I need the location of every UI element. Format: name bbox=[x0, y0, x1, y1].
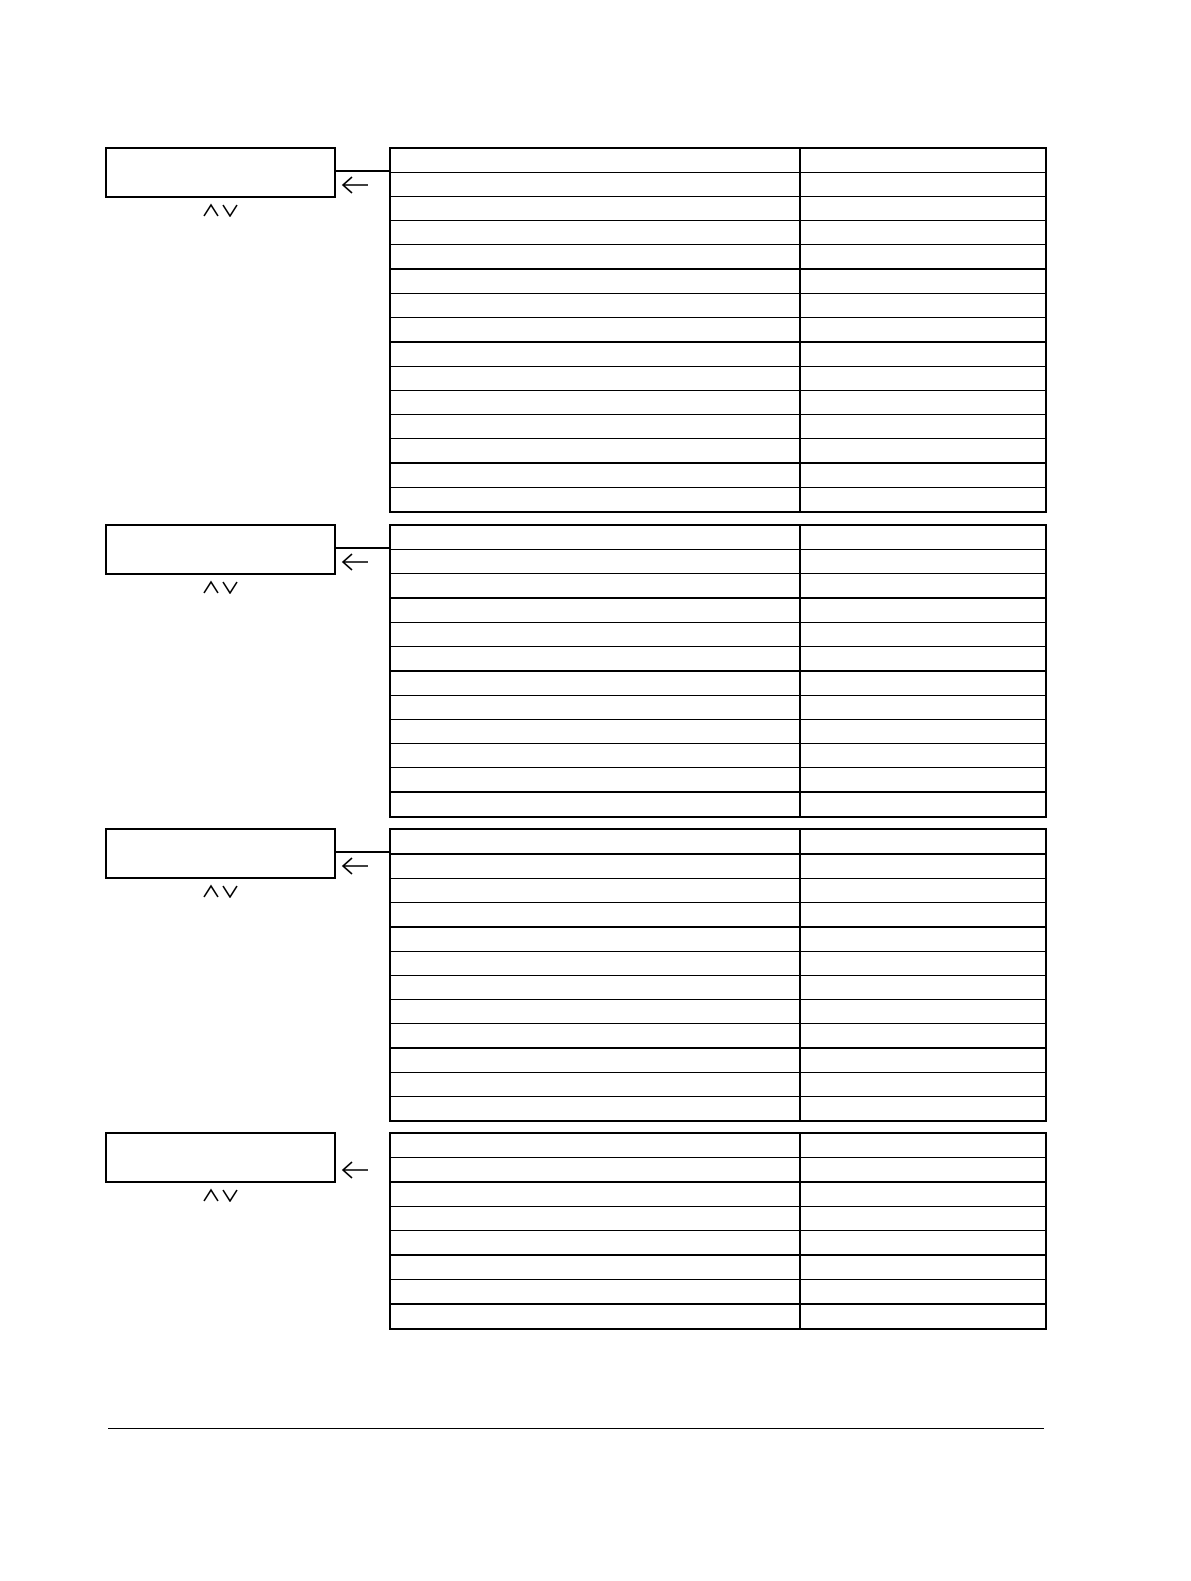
table-row bbox=[390, 1207, 1046, 1231]
cell-value bbox=[800, 1231, 1046, 1256]
cell-value bbox=[800, 1304, 1046, 1329]
cell-label bbox=[390, 1133, 800, 1158]
cell-label bbox=[390, 1158, 800, 1183]
cell-label bbox=[390, 976, 800, 1000]
table-row bbox=[390, 148, 1046, 173]
display-box bbox=[105, 147, 336, 198]
cell-value bbox=[800, 792, 1046, 817]
cell-label bbox=[390, 391, 800, 415]
display-box bbox=[105, 828, 336, 879]
table-row bbox=[390, 1231, 1046, 1256]
cell-value bbox=[800, 1133, 1046, 1158]
cell-value bbox=[800, 623, 1046, 647]
table-row bbox=[390, 744, 1046, 768]
cell-label bbox=[390, 1304, 800, 1329]
cell-value bbox=[800, 720, 1046, 744]
table-row bbox=[390, 1158, 1046, 1183]
cell-value bbox=[800, 1024, 1046, 1049]
cell-label bbox=[390, 744, 800, 768]
cell-label bbox=[390, 671, 800, 696]
table-row bbox=[390, 1255, 1046, 1280]
entries-table bbox=[389, 1132, 1047, 1330]
cell-label bbox=[390, 696, 800, 720]
cell-value bbox=[800, 415, 1046, 439]
cell-value bbox=[800, 245, 1046, 270]
cell-value bbox=[800, 488, 1046, 513]
up-down-arrows-icon[interactable] bbox=[203, 580, 239, 594]
footer-rule bbox=[108, 1428, 1044, 1429]
cell-label bbox=[390, 768, 800, 793]
cell-label bbox=[390, 1231, 800, 1256]
cell-value bbox=[800, 221, 1046, 245]
cell-label bbox=[390, 1073, 800, 1097]
table-row bbox=[390, 768, 1046, 793]
up-down-arrows-icon[interactable] bbox=[203, 884, 239, 898]
cell-label bbox=[390, 927, 800, 952]
cell-label bbox=[390, 318, 800, 343]
cell-value bbox=[800, 1097, 1046, 1122]
cell-label bbox=[390, 550, 800, 574]
cell-label bbox=[390, 574, 800, 599]
cell-value bbox=[800, 1255, 1046, 1280]
cell-label bbox=[390, 1024, 800, 1049]
cell-label bbox=[390, 598, 800, 623]
cell-label bbox=[390, 647, 800, 672]
cell-value bbox=[800, 927, 1046, 952]
entries-table bbox=[389, 524, 1047, 818]
table-row bbox=[390, 598, 1046, 623]
cell-label bbox=[390, 720, 800, 744]
connector-line bbox=[336, 547, 391, 549]
cell-label bbox=[390, 488, 800, 513]
table-row bbox=[390, 1304, 1046, 1329]
cell-label bbox=[390, 342, 800, 367]
connector-line bbox=[336, 170, 391, 172]
table-row bbox=[390, 1133, 1046, 1158]
cell-value bbox=[800, 1207, 1046, 1231]
cell-label bbox=[390, 1000, 800, 1024]
connector-line bbox=[336, 851, 391, 853]
table-row bbox=[390, 1048, 1046, 1073]
table-row bbox=[390, 269, 1046, 294]
cell-value bbox=[800, 525, 1046, 550]
table-row bbox=[390, 488, 1046, 513]
table-row bbox=[390, 829, 1046, 854]
cell-value bbox=[800, 173, 1046, 197]
table-row bbox=[390, 903, 1046, 928]
table-row bbox=[390, 1000, 1046, 1024]
table-row bbox=[390, 439, 1046, 464]
cell-label bbox=[390, 1280, 800, 1305]
cell-label bbox=[390, 952, 800, 976]
cell-value bbox=[800, 550, 1046, 574]
cell-label bbox=[390, 623, 800, 647]
cell-value bbox=[800, 269, 1046, 294]
cell-label bbox=[390, 525, 800, 550]
table-row bbox=[390, 952, 1046, 976]
table-row bbox=[390, 391, 1046, 415]
table-row bbox=[390, 1097, 1046, 1122]
table-row bbox=[390, 318, 1046, 343]
table-row bbox=[390, 415, 1046, 439]
table-row bbox=[390, 173, 1046, 197]
table-row bbox=[390, 623, 1046, 647]
cell-label bbox=[390, 829, 800, 854]
table-row bbox=[390, 696, 1046, 720]
cell-value bbox=[800, 367, 1046, 391]
cell-label bbox=[390, 415, 800, 439]
cell-value bbox=[800, 903, 1046, 928]
cell-label bbox=[390, 1207, 800, 1231]
cell-label bbox=[390, 1097, 800, 1122]
cell-label bbox=[390, 903, 800, 928]
table-row bbox=[390, 720, 1046, 744]
cell-value bbox=[800, 318, 1046, 343]
table-row bbox=[390, 367, 1046, 391]
cell-value bbox=[800, 696, 1046, 720]
table-row bbox=[390, 976, 1046, 1000]
table-row bbox=[390, 1073, 1046, 1097]
cell-value bbox=[800, 391, 1046, 415]
table-row bbox=[390, 1182, 1046, 1207]
table-row bbox=[390, 1024, 1046, 1049]
cell-label bbox=[390, 1255, 800, 1280]
cell-value bbox=[800, 598, 1046, 623]
table-row bbox=[390, 294, 1046, 318]
cell-label bbox=[390, 221, 800, 245]
cell-value bbox=[800, 148, 1046, 173]
table-row bbox=[390, 671, 1046, 696]
table-row bbox=[390, 221, 1046, 245]
cell-label bbox=[390, 269, 800, 294]
table-row bbox=[390, 792, 1046, 817]
display-box bbox=[105, 524, 336, 575]
cell-label bbox=[390, 148, 800, 173]
table-row bbox=[390, 1280, 1046, 1305]
cell-value bbox=[800, 879, 1046, 903]
table-row bbox=[390, 574, 1046, 599]
up-down-arrows-icon[interactable] bbox=[203, 1188, 239, 1202]
table-row bbox=[390, 463, 1046, 488]
table-row bbox=[390, 927, 1046, 952]
cell-label bbox=[390, 197, 800, 221]
table-row bbox=[390, 197, 1046, 221]
cell-value bbox=[800, 976, 1046, 1000]
left-arrow-icon bbox=[341, 553, 369, 571]
table-row bbox=[390, 647, 1046, 672]
cell-label bbox=[390, 792, 800, 817]
left-arrow-icon bbox=[341, 857, 369, 875]
cell-value bbox=[800, 1073, 1046, 1097]
cell-label bbox=[390, 1048, 800, 1073]
cell-value bbox=[800, 1182, 1046, 1207]
cell-value bbox=[800, 197, 1046, 221]
table-row bbox=[390, 854, 1046, 879]
cell-value bbox=[800, 744, 1046, 768]
cell-label bbox=[390, 367, 800, 391]
cell-value bbox=[800, 439, 1046, 464]
left-arrow-icon bbox=[341, 176, 369, 194]
cell-value bbox=[800, 342, 1046, 367]
table-row bbox=[390, 245, 1046, 270]
cell-label bbox=[390, 245, 800, 270]
cell-value bbox=[800, 1048, 1046, 1073]
table-row bbox=[390, 342, 1046, 367]
cell-label bbox=[390, 294, 800, 318]
cell-value bbox=[800, 829, 1046, 854]
cell-label bbox=[390, 463, 800, 488]
display-box bbox=[105, 1132, 336, 1183]
table-row bbox=[390, 879, 1046, 903]
cell-label bbox=[390, 439, 800, 464]
cell-value bbox=[800, 647, 1046, 672]
cell-value bbox=[800, 574, 1046, 599]
cell-label bbox=[390, 173, 800, 197]
table-row bbox=[390, 525, 1046, 550]
cell-value bbox=[800, 1000, 1046, 1024]
left-arrow-icon bbox=[341, 1161, 369, 1179]
up-down-arrows-icon[interactable] bbox=[203, 203, 239, 217]
cell-value bbox=[800, 1158, 1046, 1183]
cell-value bbox=[800, 671, 1046, 696]
cell-value bbox=[800, 1280, 1046, 1305]
cell-label bbox=[390, 1182, 800, 1207]
cell-value bbox=[800, 854, 1046, 879]
cell-value bbox=[800, 768, 1046, 793]
entries-table bbox=[389, 147, 1047, 513]
cell-value bbox=[800, 952, 1046, 976]
cell-label bbox=[390, 854, 800, 879]
cell-value bbox=[800, 463, 1046, 488]
table-row bbox=[390, 550, 1046, 574]
cell-value bbox=[800, 294, 1046, 318]
cell-label bbox=[390, 879, 800, 903]
entries-table bbox=[389, 828, 1047, 1122]
